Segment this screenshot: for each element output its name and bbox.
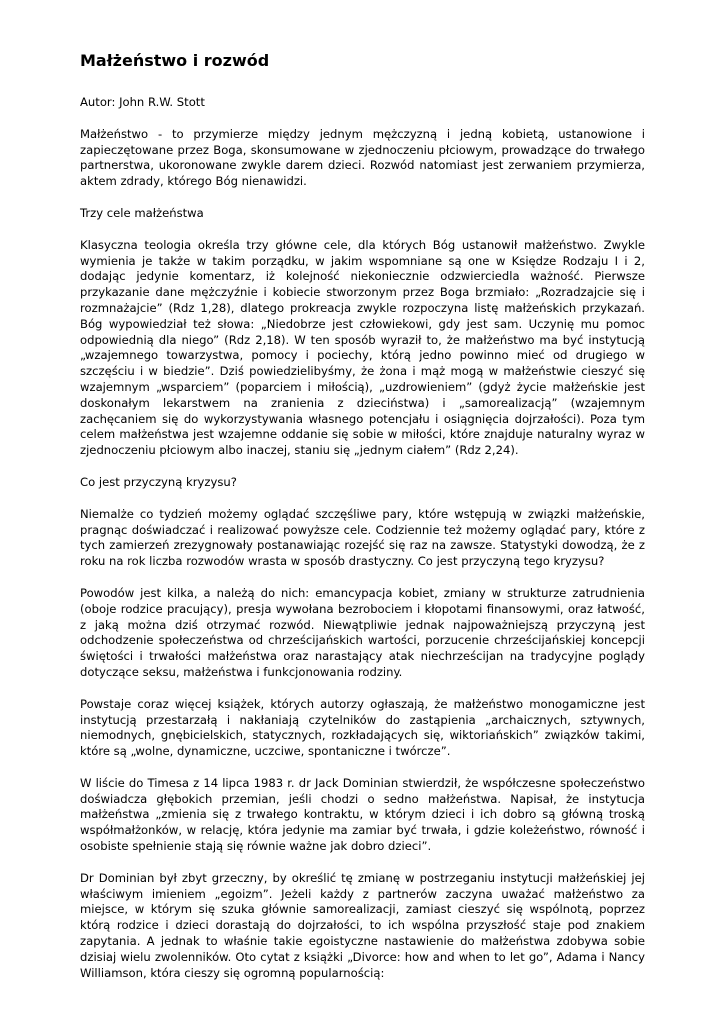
author-line: Autor: John R.W. Stott xyxy=(80,95,205,109)
section-heading-three-purposes: Trzy cele małżeństwa xyxy=(80,205,204,220)
document-page xyxy=(80,50,645,997)
paragraph-purposes: Klasyczna teologia określa trzy główne cele, dla których Bóg ustanowił małżeństwo. Zwykle wymienia je także w takim porządku, w jakim wspomniane są one w Księdze Rodzaju I i 2, dodając jedynie komentarz, iż kolejność niekoniecznie odzwierciedla ważność. Pierwsze przykazanie dane mężczyźnie i kobiecie stworzonym przez Boga brzmiało: „Rozradzajcie się i rozmnażajcie” (Rdz 1,28), dlatego prokreacja zwykle rozpoczyna listę małżeńskich przykazań. Bóg wypowiedział też słowa: „Niedobrze jest człowiekowi, gdy jest sam. Uczynię mu pomoc odpowiednią dla niego” (Rdz 2,18). W ten sposób wyraził to, że małżeństwo ma być instytucją „wzajemnego towarzystwa, pomocy i pociechy, którą jedno powinno mieć od drugiego w szczęściu i w biedzie”. Dziś powiedzielibyśmy, że żona i mąż mogą w małżeństwie cieszyć się wzajemnym „wsparciem” (poparciem i miłością), „uzdrowieniem” (gdyż życie małżeńskie jest doskonałym lekarstwem na zranienia z dzieciństwa) i „samorealizacją” (wzajemnym zachęcaniem się do wykorzystywania własnego potencjału i osiągnięcia dojrzałości). Poza tym celem małżeństwa jest wzajemne oddanie się sobie w miłości, które znajduje naturalny wyraz w zjednoczeniu płciowym albo inaczej, staniu się „jednym ciałem” (Rdz 2,24). xyxy=(80,237,645,458)
paragraph-couples: Niemalże co tydzień możemy oglądać szczęśliwe pary, które wstępują w związki małżeńskie, pragnąc doświadczać i realizować powyższe cele. Codziennie też możemy oglądać pary, które z tych zamierzeń zrezygnowały postanawiając rozejść się raz na zawsze. Statystyki dowodzą, że z roku na rok liczba rozwodów wrasta w sposób drastyczny. Co jest przyczyną tego kryzysu? xyxy=(80,506,645,569)
section-heading-crisis-cause: Co jest przyczyną kryzysu? xyxy=(80,474,237,489)
paragraph-reasons: Powodów jest kilka, a należą do nich: emancypacja kobiet, zmiany w strukturze zatrudnienia (oboje rodzice pracujący), presja wywołana bezrobociem i kłopotami finansowymi, oraz łatwość, z jaką można dziś otrzymać rozwód. Niewątpliwie jednak najpoważniejszą przyczyną jest odchodzenie społeczeństwa od chrześcijańskich wartości, porzucenie chrześcijańskiej koncepcji świętości i trwałości małżeństwa oraz narastający atak niechrześcijan na tradycyjne poglądy dotyczące seksu, małżeństwa i funkcjonowania rodziny. xyxy=(80,585,645,679)
paragraph-definition: Małżeństwo - to przymierze między jednym mężczyzną i jedną kobietą, ustanowione i zapieczętowane przez Boga, skonsumowane w zjednoczeniu płciowym, prowadzące do trwałego partnerstwa, ukoronowane zwykle darem dzieci. Rozwód natomiast jest zerwaniem przymierza, aktem zdrady, którego Bóg nienawidzi. xyxy=(80,126,645,189)
paragraph-books: Powstaje coraz więcej książek, których autorzy ogłaszają, że małżeństwo monogamiczne jest instytucją przestarzałą i nakłaniają czytelników do zastąpienia „archaicznych, sztywnych, niemodnych, gnębicielskich, statycznych, rozkładających się, wiktoriańskich” związków takimi, które są „wolne, dynamiczne, uczciwe, spontaniczne i twórcze”. xyxy=(80,696,645,759)
document-title: Małżeństwo i rozwód xyxy=(80,51,270,70)
paragraph-egoism: Dr Dominian był zbyt grzeczny, by określić tę zmianę w postrzeganiu instytucji małżeńskiej jej właściwym imieniem „egoizm”. Jeżeli każdy z partnerów zaczyna uważać małżeństwo za miejsce, w którym się szuka głównie samorealizacji, zamiast cieszyć się wspólnotą, poprzez którą rodzice i dzieci dorastają do dojrzałości, to ich wspólna przyszłość staje pod znakiem zapytania. A jednak to właśnie takie egoistyczne nastawienie do małżeństwa zdobywa sobie dzisiaj wielu zwolenników. Oto cytat z książki „Divorce: how and when to let go”, Adama i Nancy Williamson, która cieszy się ogromną popularnością: xyxy=(80,870,645,980)
paragraph-dominian-letter: W liście do Timesa z 14 lipca 1983 r. dr Jack Dominian stwierdził, że współczesne społeczeństwo doświadcza głębokich przemian, jeśli chodzi o sedno małżeństwa. Napisał, że instytucja małżeństwa „zmienia się z trwałego kontraktu, w którym dzieci i ich dobro są główną troską współmałżonków, w relację, która jedynie ma zamiar być trwała, i gdzie koleżeństwo, równość i osobiste spełnienie stają się równie ważne jak dobro dzieci”. xyxy=(80,775,645,854)
